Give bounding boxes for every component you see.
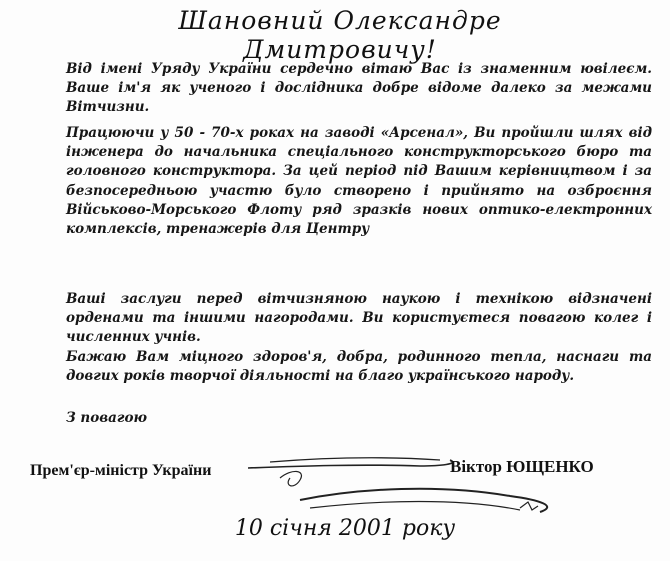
paragraph-text: Ваші заслуги перед вітчизняною наукою і технікою відзначені орденами та іншими нагородами. Ви користуєтеся повагою колег і численних учнів. bbox=[66, 291, 652, 346]
signer-name: Віктор ЮЩЕНКО bbox=[450, 457, 594, 476]
paragraph-greeting bbox=[66, 60, 652, 118]
paragraph-career bbox=[66, 124, 652, 239]
paragraph-text: Працюючи у 50 - 70-х роках на заводі «Арсенал», Ви пройшли шлях від інженера до начальника спеціального конструкторського бюро та головного конструктора. За цей період під Вашим керівництвом і за безпосередньою участю було створено і прийнято на озброєння Військово-Морського Флоту ряд зразків нових оптико-електронних комплексів, тренажерів для Центру bbox=[66, 125, 652, 238]
salutation: Шановний Олександре Дмитровичу! bbox=[178, 6, 502, 64]
paragraph-awards bbox=[66, 290, 652, 348]
signer-title: Прем'єр-міністр України bbox=[30, 462, 212, 479]
paragraph-text: Від імені Уряду України сердечно вітаю Вас із знаменним ювілеєм. Ваше ім'я як ученого і дослідника добре відоме далеко за межами Вітчизни. bbox=[66, 61, 652, 116]
paragraph-text: Бажаю Вам міцного здоров'я, добра, родинного тепла, наснаги та довгих років творчої діяльності на благо українського народу. bbox=[66, 349, 652, 385]
handwritten-signature bbox=[240, 438, 570, 528]
paragraph-wishes bbox=[66, 348, 652, 386]
closing-phrase: З повагою bbox=[66, 410, 147, 426]
letter-date: 10 січня 2001 року bbox=[234, 516, 456, 541]
